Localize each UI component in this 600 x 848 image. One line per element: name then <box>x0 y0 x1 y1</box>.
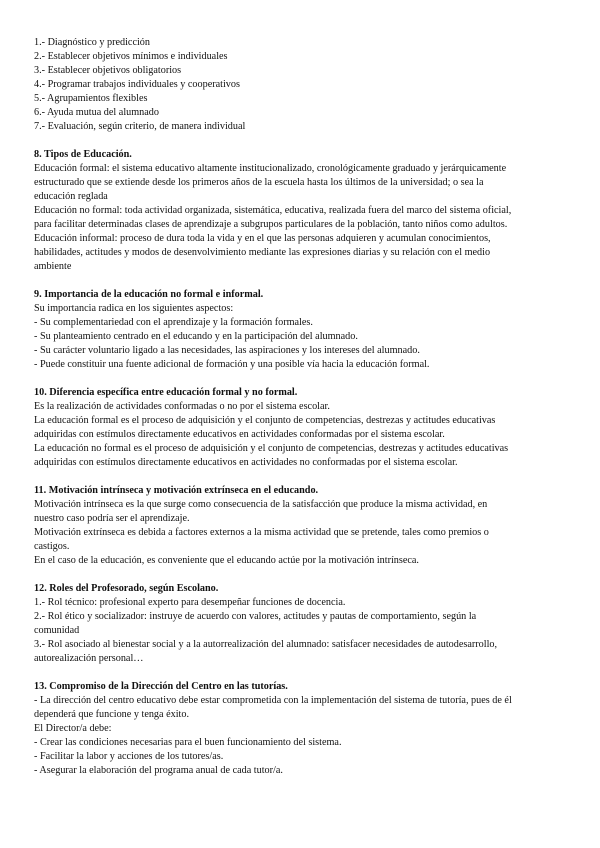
text-line: para facilitar determinadas clases de aprendizaje a subgrupos particulares de la población, tanto niños como adultos. <box>34 219 508 230</box>
text-line: Motivación extrínseca es debida a factores externos a la misma actividad que se pretende, tales como premios o <box>34 527 489 538</box>
text-line: nuestro caso podría ser el aprendizaje. <box>34 513 190 524</box>
list-item: 5.- Agrupamientos flexibles <box>34 93 148 104</box>
text-line: dependerá que funcione y tenga éxito. <box>34 709 190 720</box>
text-line: adquiridas con estímulos directamente educativos en actividades no conformadas por el sistema escolar. <box>34 457 458 468</box>
list-item: 4.- Programar trabajos individuales y cooperativos <box>34 79 240 90</box>
text-line: educación reglada <box>34 191 108 202</box>
text-line: Es la realización de actividades conformadas o no por el sistema escolar. <box>34 401 330 412</box>
list-item: 3.- Establecer objetivos obligatorios <box>34 65 182 76</box>
list-item: 6.- Ayuda mutua del alumnado <box>34 107 159 118</box>
text-line: Educación no formal: toda actividad organizada, sistemática, educativa, realizada fuera del marco del sistema oficial, <box>34 205 512 216</box>
text-line: ambiente <box>34 261 72 272</box>
text-line: estructurado que se extiende desde los primeros años de la escuela hasta los últimos de la universidad; o sea la <box>34 177 484 188</box>
list-item: 1.- Diagnóstico y predicción <box>34 37 150 48</box>
text-line: - La dirección del centro educativo debe estar comprometida con la implementación del sistema de tutoría, pues de él <box>34 695 512 706</box>
section-compromiso-direccion <box>34 680 569 778</box>
text-line: habilidades, actitudes y modos de desenvolvimiento mediante las expresiones diarias y su relación con el medio <box>34 247 491 258</box>
text-line: 3.- Rol asociado al bienestar social y a la autorrealización del alumnado: satisfacer necesidades de autodesarrollo, <box>34 639 498 650</box>
list-item: 7.- Evaluación, según criterio, de manera individual <box>34 121 246 132</box>
text-line: 1.- Rol técnico: profesional experto para desempeñar funciones de docencia. <box>34 597 346 608</box>
section-tipos-educacion <box>34 148 569 274</box>
intro-list <box>34 36 569 134</box>
section-importancia-educacion <box>34 288 569 372</box>
text-line: castigos. <box>34 541 70 552</box>
section-heading: 9. Importancia de la educación no formal e informal. <box>34 289 264 300</box>
section-heading: 13. Compromiso de la Dirección del Centro en las tutorías. <box>34 681 288 692</box>
text-line: - Su carácter voluntario ligado a las necesidades, las aspiraciones y los intereses del alumnado. <box>34 345 420 356</box>
document-body <box>34 36 569 778</box>
section-roles-profesorado <box>34 582 569 666</box>
list-item: 2.- Establecer objetivos mínimos e individuales <box>34 51 228 62</box>
text-line: La educación no formal es el proceso de adquisición y el conjunto de competencias, destrezas y actitudes educativas <box>34 443 509 454</box>
section-motivacion <box>34 484 569 568</box>
text-line: comunidad <box>34 625 80 636</box>
text-line: Educación formal: el sistema educativo altamente institucionalizado, cronológicamente graduado y jerárquicamente <box>34 163 507 174</box>
section-heading: 11. Motivación intrínseca y motivación extrínseca en el educando. <box>34 485 319 496</box>
text-line: Su importancia radica en los siguientes aspectos: <box>34 303 234 314</box>
text-line: - Puede constituir una fuente adicional de formación y una posible vía hacia la educación formal. <box>34 359 430 370</box>
text-line: - Su complementariedad con el aprendizaje y la formación formales. <box>34 317 313 328</box>
section-diferencia-educacion <box>34 386 569 470</box>
text-line: - Su planteamiento centrado en el educando y en la participación del alumnado. <box>34 331 358 342</box>
text-line: - Asegurar la elaboración del programa anual de cada tutor/a. <box>34 765 283 776</box>
section-heading: 12. Roles del Profesorado, según Escolano. <box>34 583 219 594</box>
text-line: - Facilitar la labor y acciones de los tutores/as. <box>34 751 224 762</box>
text-line: - Crear las condiciones necesarias para el buen funcionamiento del sistema. <box>34 737 342 748</box>
text-line: autorealización personal… <box>34 653 144 664</box>
text-line: Motivación intrínseca es la que surge como consecuencia de la satisfacción que produce la misma actividad, en <box>34 499 488 510</box>
text-line: La educación formal es el proceso de adquisición y el conjunto de competencias, destrezas y actitudes educativas <box>34 415 496 426</box>
section-heading: 8. Tipos de Educación. <box>34 149 132 160</box>
text-line: En el caso de la educación, es conveniente que el educando actúe por la motivación intrínseca. <box>34 555 419 566</box>
text-line: El Director/a debe: <box>34 723 112 734</box>
text-line: adquiridas con estímulos directamente educativos en actividades conformadas por el sistema escolar. <box>34 429 445 440</box>
section-heading: 10. Diferencia específica entre educación formal y no formal. <box>34 387 298 398</box>
text-line: 2.- Rol ético y socializador: instruye de acuerdo con valores, actitudes y pautas de comportamiento, según la <box>34 611 477 622</box>
text-line: Educación informal: proceso de dura toda la vida y en el que las personas adquieren y acumulan conocimientos, <box>34 233 491 244</box>
